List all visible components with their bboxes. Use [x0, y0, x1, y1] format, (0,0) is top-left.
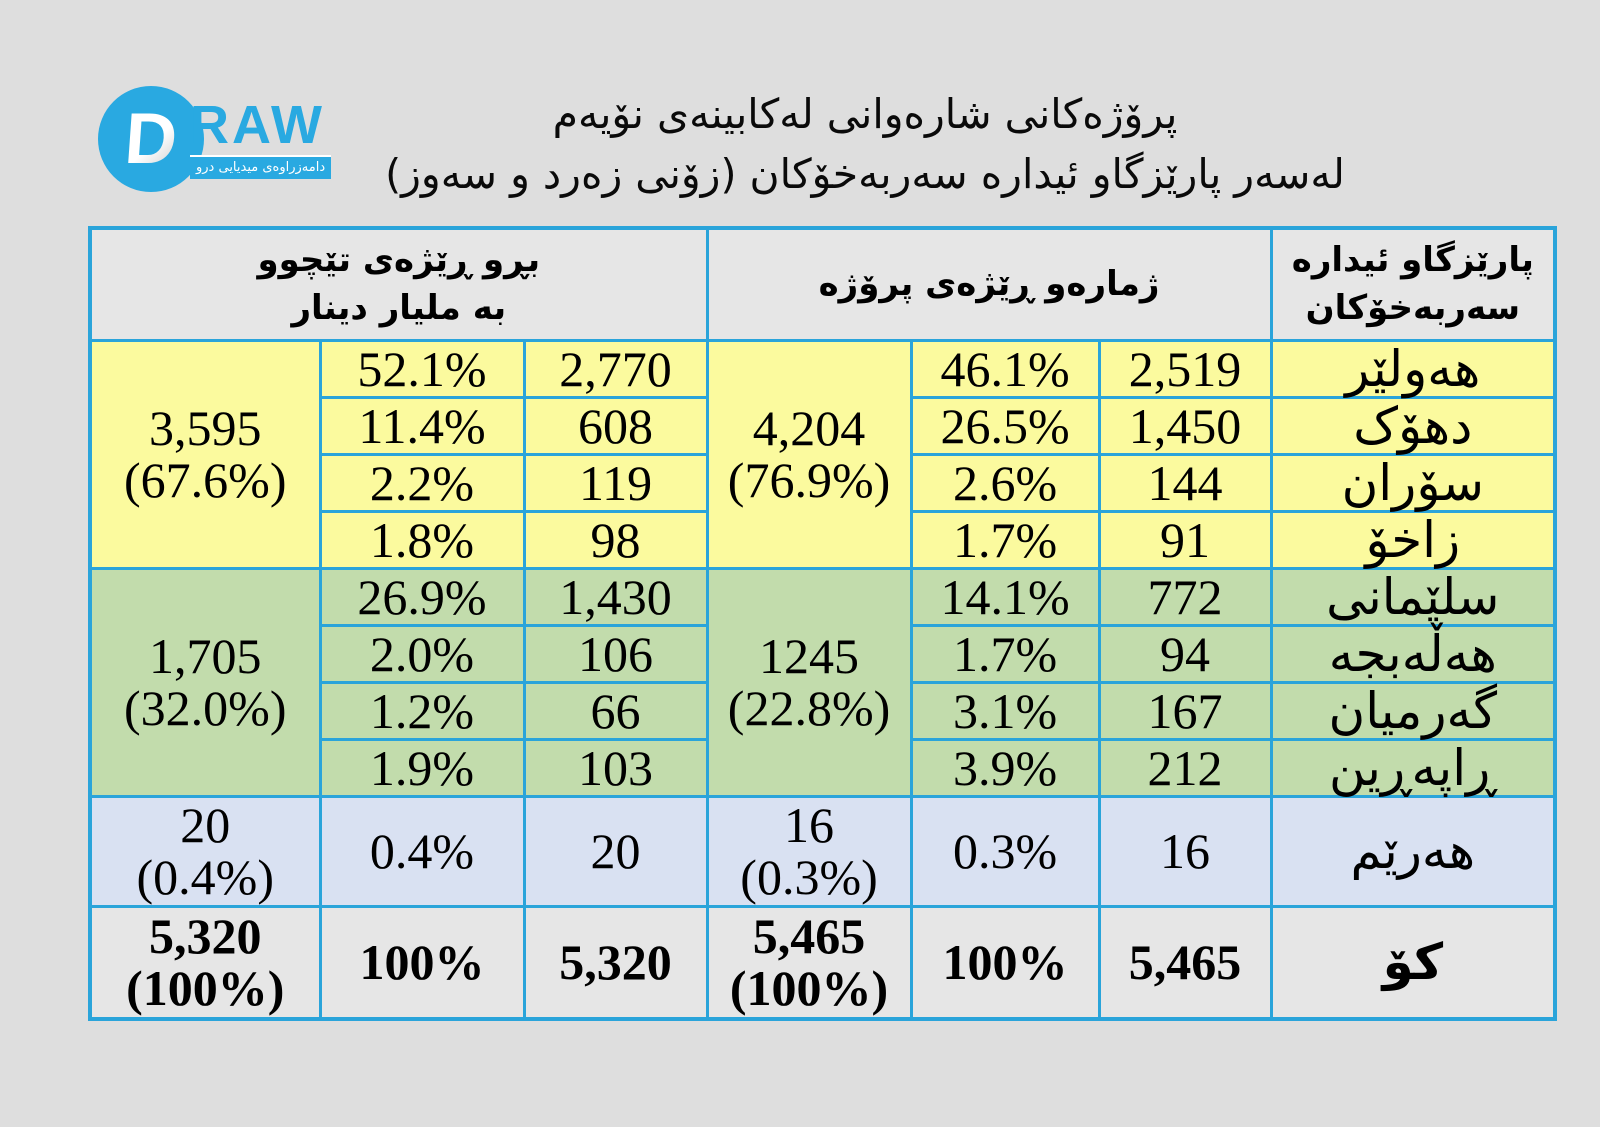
- yellow-cost-subtotal-pct: (67.6%): [124, 452, 287, 508]
- total-cost-cell: [90, 906, 320, 1019]
- cost-cell: 608: [524, 397, 707, 454]
- total-count: 5,465: [752, 908, 866, 965]
- cost-cell: 106: [524, 625, 707, 682]
- row-name: ڕاپەڕین: [1271, 739, 1555, 796]
- projects-table: [88, 226, 1557, 1021]
- header-cost: [90, 228, 707, 340]
- count-pct-cell: 3.9%: [911, 739, 1099, 796]
- green-cost-subtotal-pct: (32.0%): [124, 680, 287, 736]
- count-cell: 94: [1099, 625, 1271, 682]
- row-name: هەڵەبجە: [1271, 625, 1555, 682]
- page-title: [220, 84, 1510, 204]
- cost-pct-cell: 2.2%: [320, 454, 524, 511]
- header-cost-line2: بە ملیار دینار: [291, 288, 507, 329]
- row-name: گەرمیان: [1271, 682, 1555, 739]
- cost-cell: 98: [524, 511, 707, 568]
- count-cell: 16: [1099, 796, 1271, 906]
- header-names-line2: سەربەخۆکان: [1305, 288, 1521, 329]
- cost-pct-cell: 26.9%: [320, 568, 524, 625]
- total-count-cell: [707, 906, 911, 1019]
- cost-pct-cell: 100%: [320, 906, 524, 1019]
- page-title-line2: لەسەر پارێزگاو ئیدارە سەربەخۆکان (زۆنی زەرد و سەوز): [385, 150, 1345, 198]
- row-name: هەرێم: [1271, 796, 1555, 906]
- green-count-subtotal-pct: (22.8%): [727, 680, 891, 736]
- yellow-count-subtotal: 4,204: [752, 400, 866, 456]
- count-cell: 5,465: [1099, 906, 1271, 1019]
- cost-cell: 66: [524, 682, 707, 739]
- count-cell: 91: [1099, 511, 1271, 568]
- green-cost-subtotal-cell: [90, 568, 320, 796]
- table-row-region: [90, 796, 1555, 906]
- yellow-cost-subtotal: 3,595: [149, 400, 262, 456]
- row-name: کۆ: [1271, 906, 1555, 1019]
- cost-pct-cell: 0.4%: [320, 796, 524, 906]
- table-row-total: [90, 906, 1555, 1019]
- cost-cell: 5,320: [524, 906, 707, 1019]
- region-cost-subtotal: 20: [180, 797, 231, 853]
- count-cell: 144: [1099, 454, 1271, 511]
- cost-cell: 103: [524, 739, 707, 796]
- total-cost: 5,320: [149, 908, 262, 965]
- table-row-hawler: [90, 340, 1555, 397]
- logo-circle-icon: [98, 86, 204, 192]
- cost-cell: 20: [524, 796, 707, 906]
- row-name: زاخۆ: [1271, 511, 1555, 568]
- header-names: [1271, 228, 1555, 340]
- count-pct-cell: 100%: [911, 906, 1099, 1019]
- region-cost-subtotal-pct: (0.4%): [136, 849, 274, 905]
- region-count-subtotal: 16: [784, 797, 835, 853]
- cost-pct-cell: 11.4%: [320, 397, 524, 454]
- table-row-sulaymaniyah: [90, 568, 1555, 625]
- cost-pct-cell: 52.1%: [320, 340, 524, 397]
- count-pct-cell: 1.7%: [911, 625, 1099, 682]
- cost-cell: 1,430: [524, 568, 707, 625]
- count-cell: 772: [1099, 568, 1271, 625]
- header-names-line1: پارێزگاو ئیدارە: [1291, 240, 1534, 281]
- total-count-pct: (100%): [729, 960, 889, 1017]
- row-name: دهۆک: [1271, 397, 1555, 454]
- cost-cell: 119: [524, 454, 707, 511]
- yellow-count-subtotal-pct: (76.9%): [727, 452, 891, 508]
- region-count-subtotal-pct: (0.3%): [740, 849, 878, 905]
- region-cost-subtotal-cell: [90, 796, 320, 906]
- logo-wordmark: RAW: [190, 95, 325, 155]
- count-pct-cell: 2.6%: [911, 454, 1099, 511]
- count-cell: 212: [1099, 739, 1271, 796]
- cost-pct-cell: 1.2%: [320, 682, 524, 739]
- row-name: سلێمانی: [1271, 568, 1555, 625]
- header-cost-line1: بڕو ڕێژەی تێچوو: [257, 240, 541, 281]
- data-table-wrapper: [88, 226, 1557, 1021]
- cost-pct-cell: 2.0%: [320, 625, 524, 682]
- count-cell: 1,450: [1099, 397, 1271, 454]
- logo-tagline: دامەزراوەی میدیایی درو: [190, 155, 331, 179]
- green-cost-subtotal: 1,705: [149, 628, 262, 684]
- logo-letter: D: [122, 99, 180, 179]
- count-pct-cell: 26.5%: [911, 397, 1099, 454]
- header-row: [90, 228, 1555, 340]
- row-name: سۆران: [1271, 454, 1555, 511]
- green-count-subtotal: 1245: [759, 628, 860, 684]
- region-count-subtotal-cell: [707, 796, 911, 906]
- page-title-line1: پرۆژەکانی شارەوانی لەکابینەی نۆیەم: [552, 90, 1178, 138]
- yellow-cost-subtotal-cell: [90, 340, 320, 568]
- yellow-count-subtotal-cell: [707, 340, 911, 568]
- row-name: هەولێر: [1271, 340, 1555, 397]
- count-cell: 167: [1099, 682, 1271, 739]
- cost-cell: 2,770: [524, 340, 707, 397]
- cost-pct-cell: 1.8%: [320, 511, 524, 568]
- green-count-subtotal-cell: [707, 568, 911, 796]
- count-pct-cell: 46.1%: [911, 340, 1099, 397]
- header-count: ژمارەو ڕێژەی پرۆژە: [707, 228, 1271, 340]
- count-pct-cell: 0.3%: [911, 796, 1099, 906]
- count-cell: 2,519: [1099, 340, 1271, 397]
- count-pct-cell: 3.1%: [911, 682, 1099, 739]
- cost-pct-cell: 1.9%: [320, 739, 524, 796]
- count-pct-cell: 14.1%: [911, 568, 1099, 625]
- count-pct-cell: 1.7%: [911, 511, 1099, 568]
- total-cost-pct: (100%): [126, 960, 285, 1017]
